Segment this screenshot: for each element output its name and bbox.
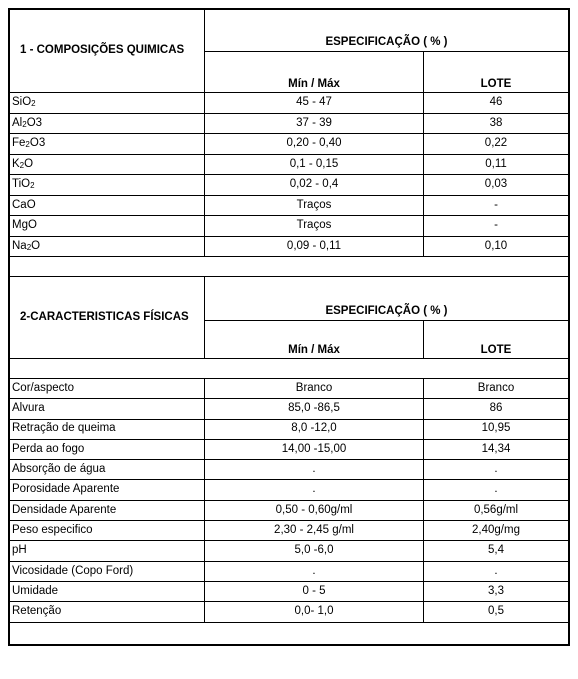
chem-row <box>10 216 569 237</box>
phys-label: Absorção de água <box>10 460 205 480</box>
chem-label-main: TiO <box>12 178 31 190</box>
section2-col-lote: LOTE <box>424 321 569 359</box>
chem-label <box>10 236 205 257</box>
chem-label-main: CaO <box>12 198 36 211</box>
chem-lote: - <box>424 195 569 216</box>
phys-spec: Branco <box>205 379 424 399</box>
chem-label <box>10 216 205 237</box>
phys-label: Umidade <box>10 581 205 601</box>
chem-lote: 0,03 <box>424 175 569 196</box>
phys-row <box>10 602 569 622</box>
chem-label-subscript: 2 <box>30 181 35 190</box>
phys-lote: 14,34 <box>424 439 569 459</box>
phys-row <box>10 460 569 480</box>
phys-row <box>10 500 569 520</box>
chem-lote: 38 <box>424 113 569 134</box>
spacer-row <box>10 359 569 379</box>
chem-row <box>10 175 569 196</box>
chem-label-main: Na <box>12 239 27 252</box>
chem-row <box>10 195 569 216</box>
phys-lote: 0,56g/ml <box>424 500 569 520</box>
phys-row <box>10 480 569 500</box>
section2-spec-header: ESPECIFICAÇÃO ( % ) <box>205 277 569 321</box>
phys-spec: 5,0 -6,0 <box>205 541 424 561</box>
phys-spec: 0,50 - 0,60g/ml <box>205 500 424 520</box>
phys-lote: 0,5 <box>424 602 569 622</box>
phys-spec: . <box>205 460 424 480</box>
phys-lote: . <box>424 480 569 500</box>
section2-title: 2-CARACTERISTICAS FÍSICAS <box>10 277 205 359</box>
phys-row <box>10 419 569 439</box>
phys-row <box>10 561 569 581</box>
phys-label: Retração de queima <box>10 419 205 439</box>
section1-header-row <box>10 10 569 52</box>
chem-label <box>10 134 205 155</box>
phys-lote: 3,3 <box>424 581 569 601</box>
chem-row <box>10 134 569 155</box>
chem-row <box>10 154 569 175</box>
chem-label-main: Al <box>12 116 23 129</box>
chem-label-main: K <box>12 157 20 170</box>
section1-title: 1 - COMPOSIÇÕES QUIMICAS <box>10 10 205 93</box>
chem-label-main: MgO <box>12 219 37 231</box>
chem-label-subscript: 2 <box>22 119 27 129</box>
chem-label-tail: O3 <box>26 116 43 129</box>
phys-lote: . <box>424 460 569 480</box>
chem-label <box>10 113 205 134</box>
section1-spec-header: ESPECIFICAÇÃO ( % ) <box>205 10 569 52</box>
chem-lote: 0,10 <box>424 236 569 257</box>
phys-label: Retenção <box>10 602 205 622</box>
phys-row <box>10 521 569 541</box>
chem-lote: 46 <box>424 93 569 114</box>
phys-label: pH <box>10 541 205 561</box>
chem-row <box>10 236 569 257</box>
phys-label: Alvura <box>10 399 205 419</box>
chem-label-subscript: 2 <box>26 242 32 252</box>
chem-label <box>10 175 205 196</box>
chem-spec: 0,02 - 0,4 <box>205 175 424 196</box>
phys-label: Peso especifico <box>10 521 205 541</box>
chem-spec: Traços <box>205 195 424 216</box>
phys-spec: 8,0 -12,0 <box>205 419 424 439</box>
section1-col-minmax: Mín / Máx <box>205 52 424 93</box>
specification-table <box>9 9 569 645</box>
phys-row <box>10 379 569 399</box>
chem-label-subscript: 2 <box>25 140 30 149</box>
phys-row <box>10 581 569 601</box>
phys-spec: 0 - 5 <box>205 581 424 601</box>
phys-lote: . <box>424 561 569 581</box>
phys-spec: . <box>205 561 424 581</box>
chem-label <box>10 195 205 216</box>
chem-label-tail: O3 <box>29 137 46 149</box>
phys-spec: 0,0- 1,0 <box>205 602 424 622</box>
chem-label <box>10 154 205 175</box>
section2-col-minmax: Mín / Máx <box>205 321 424 359</box>
chem-spec: 45 - 47 <box>205 93 424 114</box>
chem-label-tail: O <box>31 239 41 252</box>
phys-label: Cor/aspecto <box>10 379 205 399</box>
chem-spec: 0,1 - 0,15 <box>205 154 424 175</box>
spacer-row <box>10 622 569 644</box>
chem-spec: 37 - 39 <box>205 113 424 134</box>
chem-row <box>10 113 569 134</box>
chem-spec: 0,20 - 0,40 <box>205 134 424 155</box>
chem-label-main: SiO <box>12 96 32 108</box>
chem-spec: Traços <box>205 216 424 237</box>
chem-label-main: Fe <box>12 137 26 149</box>
phys-lote: 5,4 <box>424 541 569 561</box>
phys-lote: 10,95 <box>424 419 569 439</box>
chem-spec: 0,09 - 0,11 <box>205 236 424 257</box>
section1-col-lote: LOTE <box>424 52 569 93</box>
phys-spec: . <box>205 480 424 500</box>
chem-lote: 0,11 <box>424 154 569 175</box>
phys-spec: 85,0 -86,5 <box>205 399 424 419</box>
chem-label <box>10 93 205 114</box>
phys-label: Vicosidade (Copo Ford) <box>10 561 205 581</box>
spacer-row <box>10 257 569 277</box>
chem-lote: 0,22 <box>424 134 569 155</box>
phys-lote: Branco <box>424 379 569 399</box>
phys-lote: 86 <box>424 399 569 419</box>
phys-spec: 14,00 -15,00 <box>205 439 424 459</box>
phys-row <box>10 541 569 561</box>
phys-label: Perda ao fogo <box>10 439 205 459</box>
chem-row <box>10 93 569 114</box>
chem-lote: - <box>424 216 569 237</box>
phys-lote: 2,40g/mg <box>424 521 569 541</box>
phys-row <box>10 439 569 459</box>
phys-label: Densidade Aparente <box>10 500 205 520</box>
phys-label: Porosidade Aparente <box>10 480 205 500</box>
phys-spec: 2,30 - 2,45 g/ml <box>205 521 424 541</box>
chem-label-subscript: 2 <box>31 99 36 108</box>
chem-label-tail: O <box>24 157 34 170</box>
phys-row <box>10 399 569 419</box>
chem-label-subscript: 2 <box>19 160 25 170</box>
